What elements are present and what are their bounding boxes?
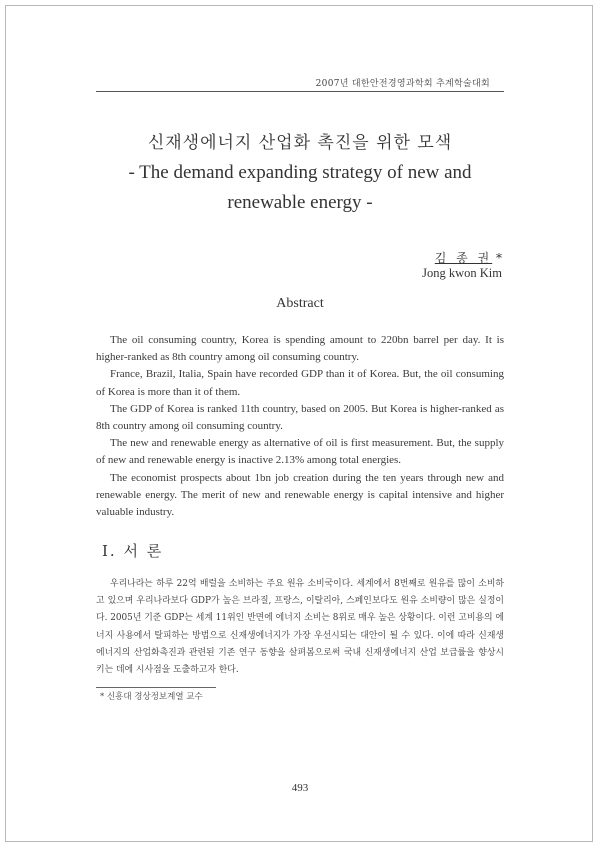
header-rule <box>96 91 504 92</box>
author-footnote-marker: * <box>492 251 502 265</box>
title-english-line1: - The demand expanding strategy of new and <box>128 162 472 183</box>
page-number: 493 <box>291 782 309 794</box>
abstract-paragraph: France, Brazil, Italia, Spain have recorded GDP than it of Korea. But, the oil consuming of Korea is more than it of them. <box>96 368 504 398</box>
section-heading-introduction: Ⅰ. 서 론 <box>102 542 164 560</box>
paper-title <box>96 128 504 218</box>
abstract-paragraph: The oil consuming country, Korea is spending amount to 220bn barrel per day. It is higher-ranked as 8th country among oil consuming country. <box>96 334 504 364</box>
abstract-paragraph: The GDP of Korea is ranked 11th country, based on 2005. But Korea is higher-ranked as 8th country among oil consuming country. <box>96 402 504 433</box>
abstract-heading: Abstract <box>276 296 324 311</box>
author-korean <box>435 249 502 266</box>
abstract-paragraph: The new and renewable energy as alternative of oil is first measurement. But, the supply of new and renewable energy is inactive 2.13% among total energies. <box>96 437 504 467</box>
running-header: 2007년 대한안전경영과학회 추계학술대회 <box>315 79 490 89</box>
footnote: * 신흥대 경상정보계열 교수 <box>100 692 203 702</box>
title-english-line2: renewable energy - <box>227 192 373 213</box>
author-name-korean: 김 종 권 <box>434 251 493 265</box>
title-korean: 신재생에너지 산업화 촉진을 위한 모색 <box>147 133 453 153</box>
section-body-introduction: 우리나라는 하루 22억 배럴을 소비하는 주요 원유 소비국이다. 세계에서 8번째로 원유를 많이 소비하고 있으며 우리나라보다 GDP가 높은 브라질, 프랑스, 이탈리아, 스페인보다도 원유 소비량이 많은 실정이다. 2005년 기준 GDP는 세계 11위인 반면에 에너지 소비는 8위로 매우 높은 상황이다. 이런 고비용의 에너지 사용에서 탈피하는 방법으로 신재생에너지가 가장 우선시되는 대안이 될 수 있다. 이에 따라 신재생에너지의 산업화촉진과 관련된 기존 연구 동향을 살펴봄으로써 국내 신재생에너지 산업 보급률을 향상시키는 데에 시사점을 도출하고자 한다. <box>96 579 504 676</box>
author-name-english: Jong kwon Kim <box>422 266 502 280</box>
abstract-body <box>96 332 504 521</box>
footnote-rule <box>96 687 216 688</box>
abstract-paragraph: The economist prospects about 1bn job creation during the ten years through new and renewable energy. The merit of new and renewable energy is capital intensive and higher valuable industry. <box>96 471 504 519</box>
